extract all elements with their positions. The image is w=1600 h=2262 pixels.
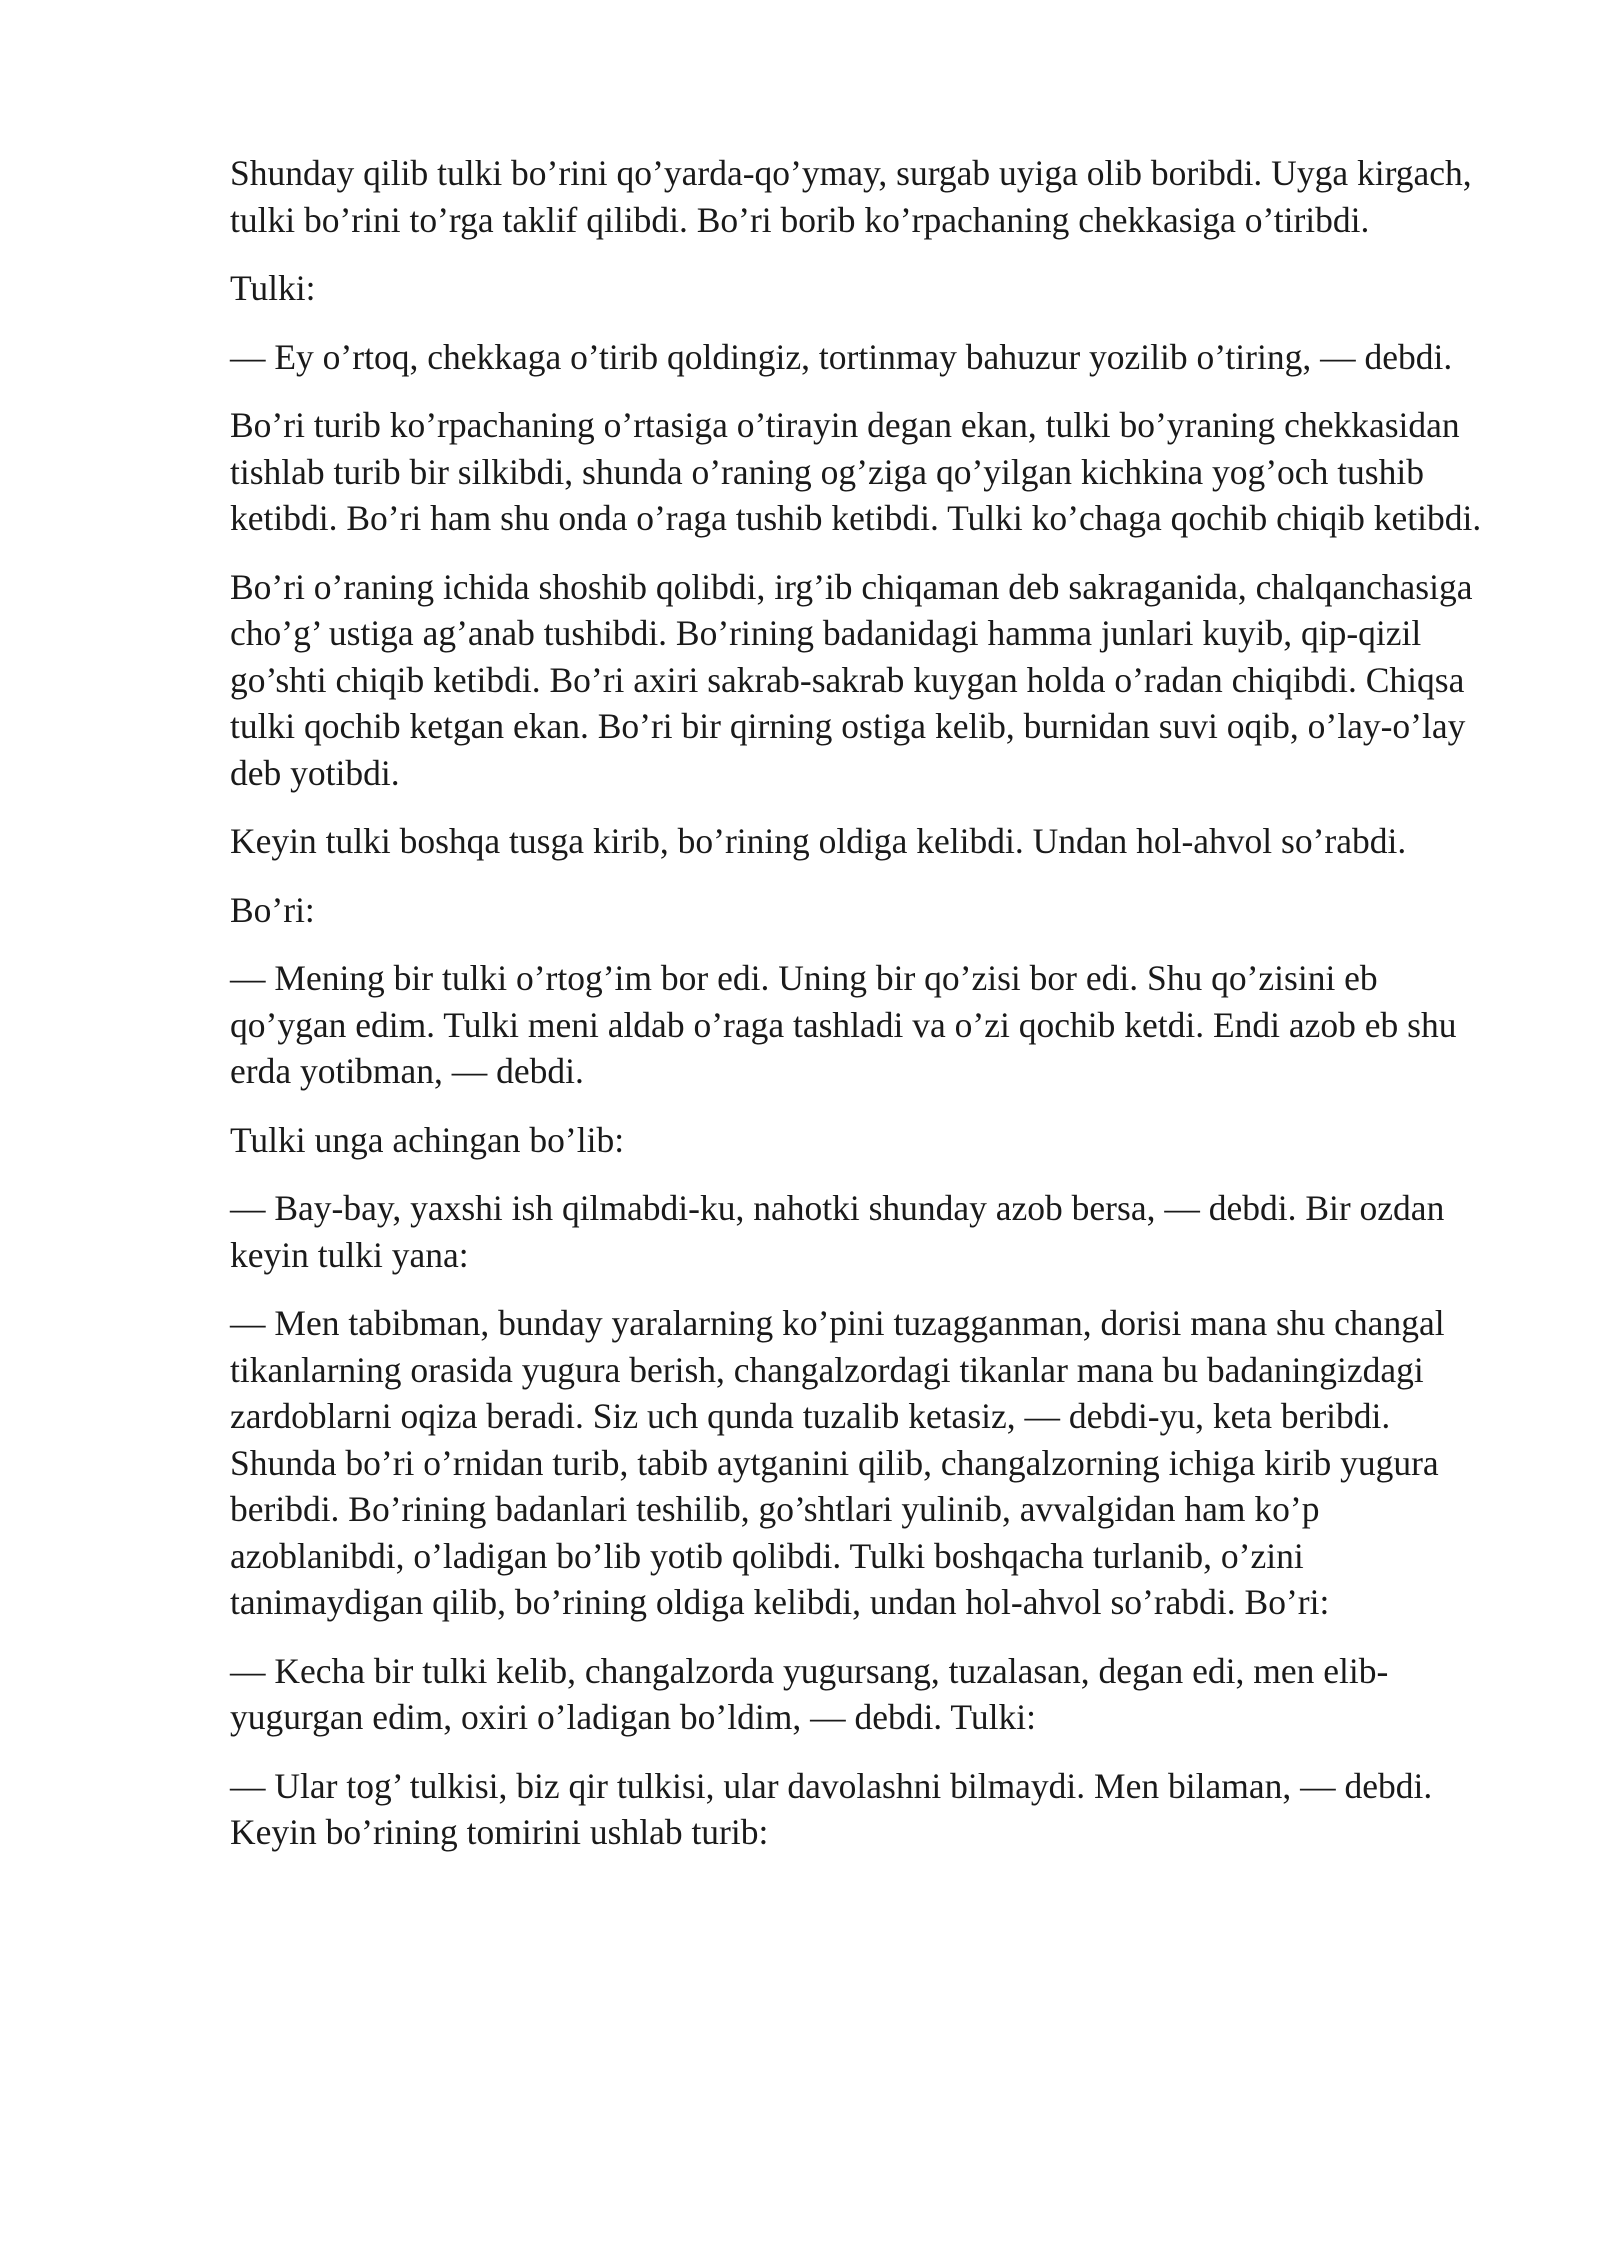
paragraph-7: Bo’ri: xyxy=(230,889,315,930)
paragraph-4: Bo’ri turib ko’rpachaning o’rtasiga o’tirayin degan ekan, tulki bo’yraning chekkasidan tishlab turib bir silkibdi, shunda o’raning og’ziga qo’yilgan kichkina yog’och tushib ketibdi. Bo’ri ham shu onda o’raga tushib ketibdi. Tulki ko’chaga qochib chiqib ketibdi. xyxy=(230,405,1482,538)
paragraph-13: — Ular tog’ tulkisi, biz qir tulkisi, ular davolashni bilmaydi. Men bilaman, — debdi. Keyin bo’rining tomirini ushlab turib: xyxy=(230,1765,1433,1852)
paragraph-5: Bo’ri o’raning ichida shoshib qolibdi, irg’ib chiqaman deb sakraganida, chalqanchasiga cho’g’ ustiga ag’anab tushibdi. Bo’rining badanidagi hamma junlari kuyib, qip-qizil go’shti chiqib ketibdi. Bo’ri axiri sakrab-sakrab kuygan holda o’radan chiqibdi. Chiqsa tulki qochib ketgan ekan. Bo’ri bir qirning ostiga kelib, burnidan suvi oqib, o’lay-o’lay deb yotibdi. xyxy=(230,566,1473,793)
paragraph-2: Tulki: xyxy=(230,268,316,308)
paragraph-3: — Ey o’rtoq, chekkaga o’tirib qoldingiz, tortinmay bahuzur yozilib o’tiring, — debdi. xyxy=(230,336,1453,377)
paragraph-10: — Bay-bay, yaxshi ish qilmabdi-ku, nahotki shunday azob bersa, — debdi. Bir ozdan keyin tulki yana: xyxy=(230,1188,1445,1275)
paragraph-9: Tulki unga achingan bo’lib: xyxy=(230,1119,625,1160)
paragraph-6: Keyin tulki boshqa tusga kirib, bo’rining oldiga kelibdi. Undan hol-ahvol so’rabdi. xyxy=(230,821,1407,861)
paragraph-11: — Men tabibman, bunday yaralarning ko’pini tuzagganman, dorisi mana shu changal tikanlarning orasida yugura berish, changalzordagi tikanlar mana bu badaningizdagi zardoblarni oqiza beradi. Siz uch qunda tuzalib ketasiz, — debdi-yu, keta beribdi. Shunda bo’ri o’rnidan turib, tabib aytganini qilib, changalzorning ichiga kirib yugura beribdi. Bo’rining badanlari teshilib, go’shtlari yulinib, avvalgidan ham ko’p azoblanibdi, o’ladigan bo’lib yotib qolibdi. Tulki boshqacha turlanib, o’zini tanimaydigan qilib, bo’rining oldiga kelibdi, undan hol-ahvol so’rabdi. Bo’ri: xyxy=(230,1303,1445,1622)
paragraph-1: Shunday qilib tulki bo’rini qo’yarda-qo’ymay, surgab uyiga olib boribdi. Uyga kirgach, tulki bo’rini to’rga taklif qilibdi. Bo’ri borib ko’rpachaning chekkasiga o’tiribdi. xyxy=(230,153,1472,240)
paragraph-8: — Mening bir tulki o’rtog’im bor edi. Uning bir qo’zisi bor edi. Shu qo’zisini eb qo’ygan edim. Tulki meni aldab o’raga tashladi va o’zi qochib ketdi. Endi azob eb shu erda yotibman, — debdi. xyxy=(230,958,1457,1091)
story-text xyxy=(230,150,1485,1878)
paragraph-12: — Kecha bir tulki kelib, changalzorda yugursang, tuzalasan, degan edi, men elib-yugurgan edim, oxiri o’ladigan bo’ldim, — debdi. Tulki: xyxy=(230,1650,1389,1737)
